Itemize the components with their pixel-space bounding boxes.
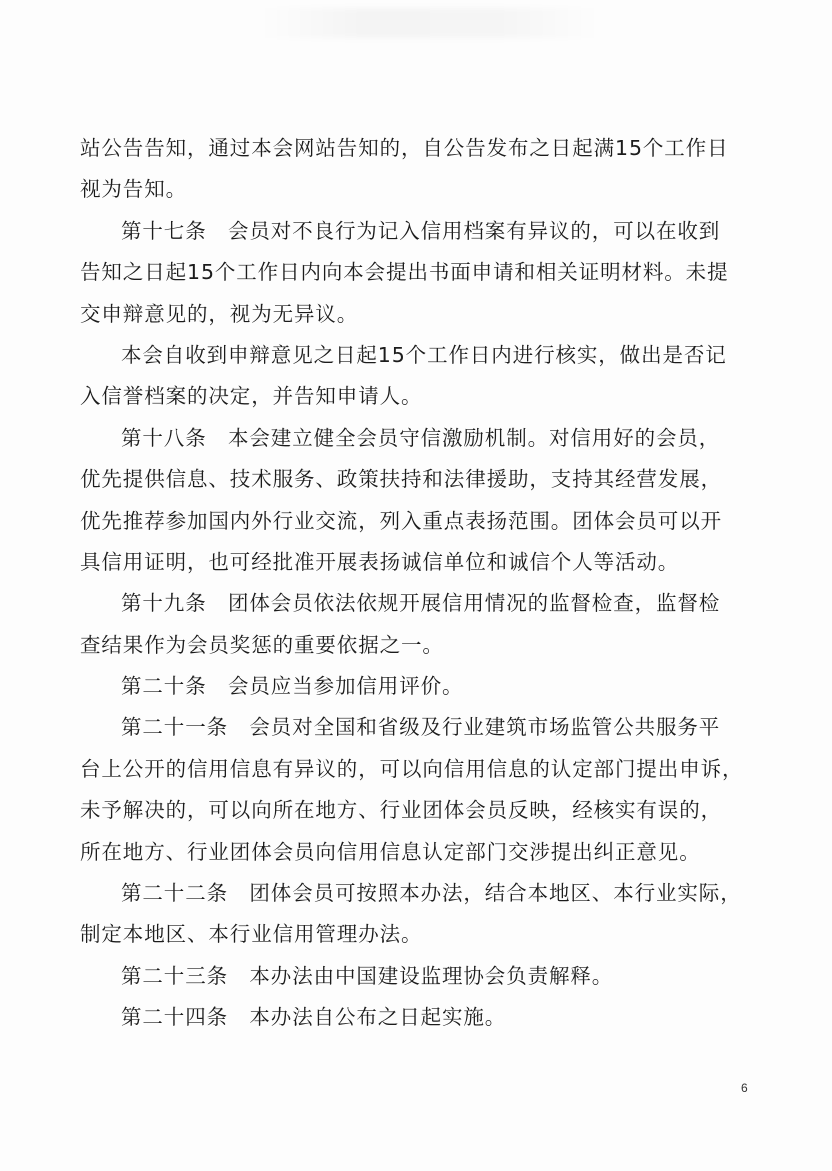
document-body xyxy=(80,128,760,1039)
text-line: 告知之日起15个工作日内向本会提出书面申请和相关证明材料。未提 xyxy=(80,260,729,285)
page-number: 6 xyxy=(741,1081,748,1095)
article-17-line: 第十七条 会员对不良行为记入信用档案有异议的，可以在收到 xyxy=(121,218,721,243)
text-line: 具信用证明，也可经批准开展表扬诚信单位和诚信个人等活动。 xyxy=(80,549,680,574)
text-line: 交申辩意见的，视为无异议。 xyxy=(80,301,359,326)
article-19-line: 第十九条 团体会员依法依规开展信用情况的监督检查，监督检 xyxy=(121,591,721,616)
article-18-line: 第十八条 本会建立健全会员守信激励机制。对信用好的会员， xyxy=(121,425,721,450)
text-line: 入信誉档案的决定，并告知申请人。 xyxy=(80,384,423,409)
article-22-line: 第二十二条 团体会员可按照本办法，结合本地区、本行业实际， xyxy=(121,881,742,906)
paragraph-start-line: 本会自收到申辩意见之日起15个工作日内进行核实，做出是否记 xyxy=(121,342,727,367)
text-line: 所在地方、行业团体会员向信用信息认定部门交涉提出纠正意见。 xyxy=(80,839,701,864)
article-20-line: 第二十条 会员应当参加信用评价。 xyxy=(121,674,464,699)
text-line: 查结果作为会员奖惩的重要依据之一。 xyxy=(80,632,444,657)
text-line: 制定本地区、本行业信用管理办法。 xyxy=(80,922,423,947)
text-line: 优先提供信息、技术服务、政策扶持和法律援助，支持其经营发展， xyxy=(80,467,722,492)
text-line: 未予解决的，可以向所在地方、行业团体会员反映，经核实有误的， xyxy=(80,798,722,823)
scan-bleed-through xyxy=(260,8,600,38)
text-line: 视为告知。 xyxy=(80,177,187,202)
text-line: 台上公开的信用信息有异议的，可以向信用信息的认定部门提出申诉， xyxy=(80,756,744,781)
text-line: 优先推荐参加国内外行业交流，列入重点表扬范围。团体会员可以开 xyxy=(80,508,722,533)
text-line: 站公告告知，通过本会网站告知的，自公告发布之日起满15个工作日 xyxy=(80,136,729,160)
article-24-line: 第二十四条 本办法自公布之日起实施。 xyxy=(121,1005,507,1030)
article-23-line: 第二十三条 本办法由中国建设监理协会负责解释。 xyxy=(121,963,614,988)
article-21-line: 第二十一条 会员对全国和省级及行业建筑市场监管公共服务平 xyxy=(121,715,721,740)
